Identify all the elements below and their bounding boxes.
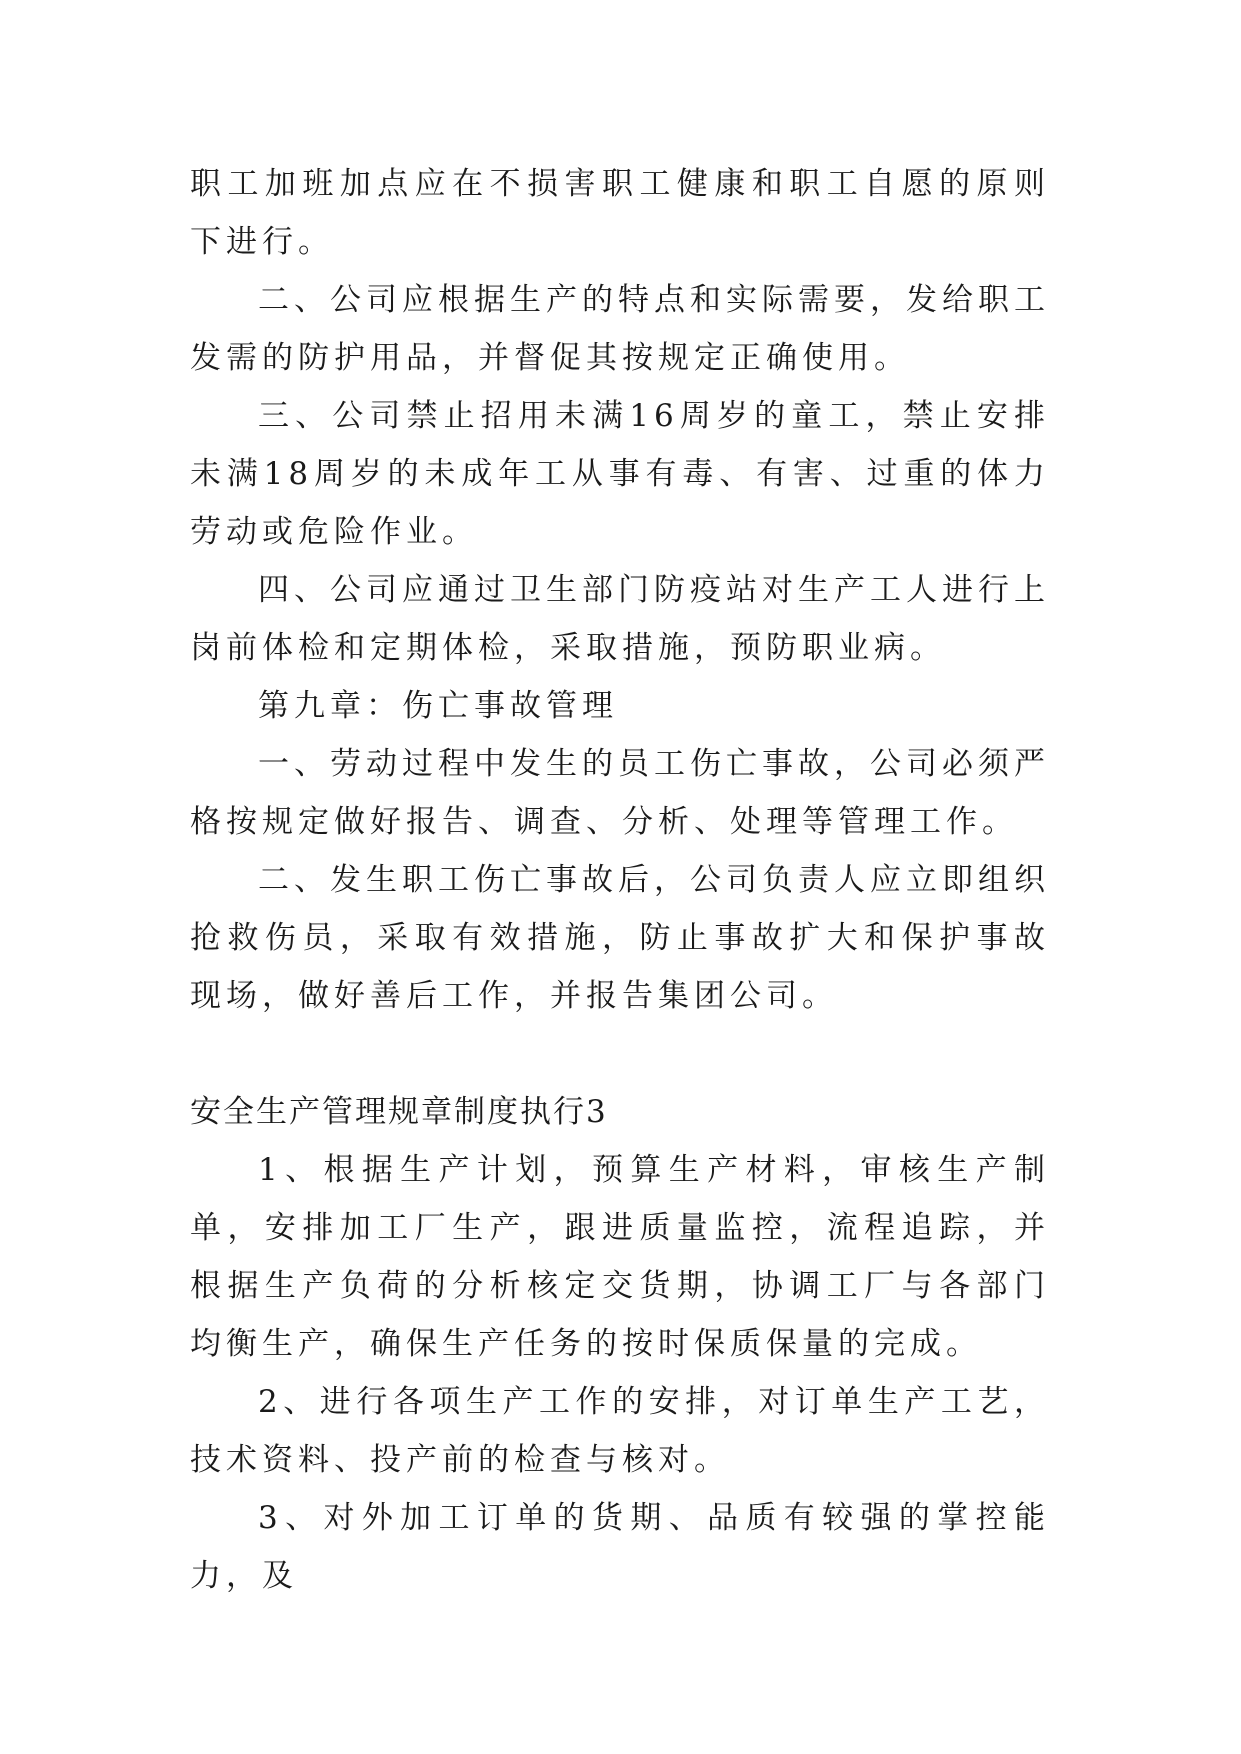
document-body: [190, 155, 1050, 1605]
paragraph-production-planning: 1、根据生产计划，预算生产材料，审核生产制单，安排加工厂生产，跟进质量监控，流程追踪，并根据生产负荷的分析核定交货期，协调工厂与各部门均衡生产，确保生产任务的按时保质保量的完成。: [190, 1152, 1050, 1362]
paragraph-work-arrangement: 2、进行各项生产工作的安排，对订单生产工艺，技术资料、投产前的检查与核对。: [190, 1384, 1050, 1478]
paragraph-overtime: 职工加班加点应在不损害职工健康和职工自愿的原则下进行。: [190, 166, 1050, 260]
paragraph-external-orders: 3、对外加工订单的货期、品质有较强的掌控能力，及: [190, 1500, 1050, 1594]
paragraph-protective-equipment: 二、公司应根据生产的特点和实际需要，发给职工发需的防护用品，并督促其按规定正确使用。: [190, 282, 1050, 376]
chapter-heading: 第九章：伤亡事故管理: [258, 688, 618, 724]
paragraph-health-check: 四、公司应通过卫生部门防疫站对生产工人进行上岗前体检和定期体检，采取措施，预防职业病。: [190, 572, 1050, 666]
paragraph-accident-response: 二、发生职工伤亡事故后，公司负责人应立即组织抢救伤员，采取有效措施，防止事故扩大和保护事故现场，做好善后工作，并报告集团公司。: [190, 862, 1050, 1014]
paragraph-child-labor: 三、公司禁止招用未满16周岁的童工，禁止安排未满18周岁的未成年工从事有毒、有害、过重的体力劳动或危险作业。: [190, 398, 1050, 550]
section-title: 安全生产管理规章制度执行3: [190, 1094, 608, 1130]
paragraph-accident-reporting: 一、劳动过程中发生的员工伤亡事故，公司必须严格按规定做好报告、调查、分析、处理等管理工作。: [190, 746, 1050, 840]
section-gap: [190, 1025, 1050, 1083]
